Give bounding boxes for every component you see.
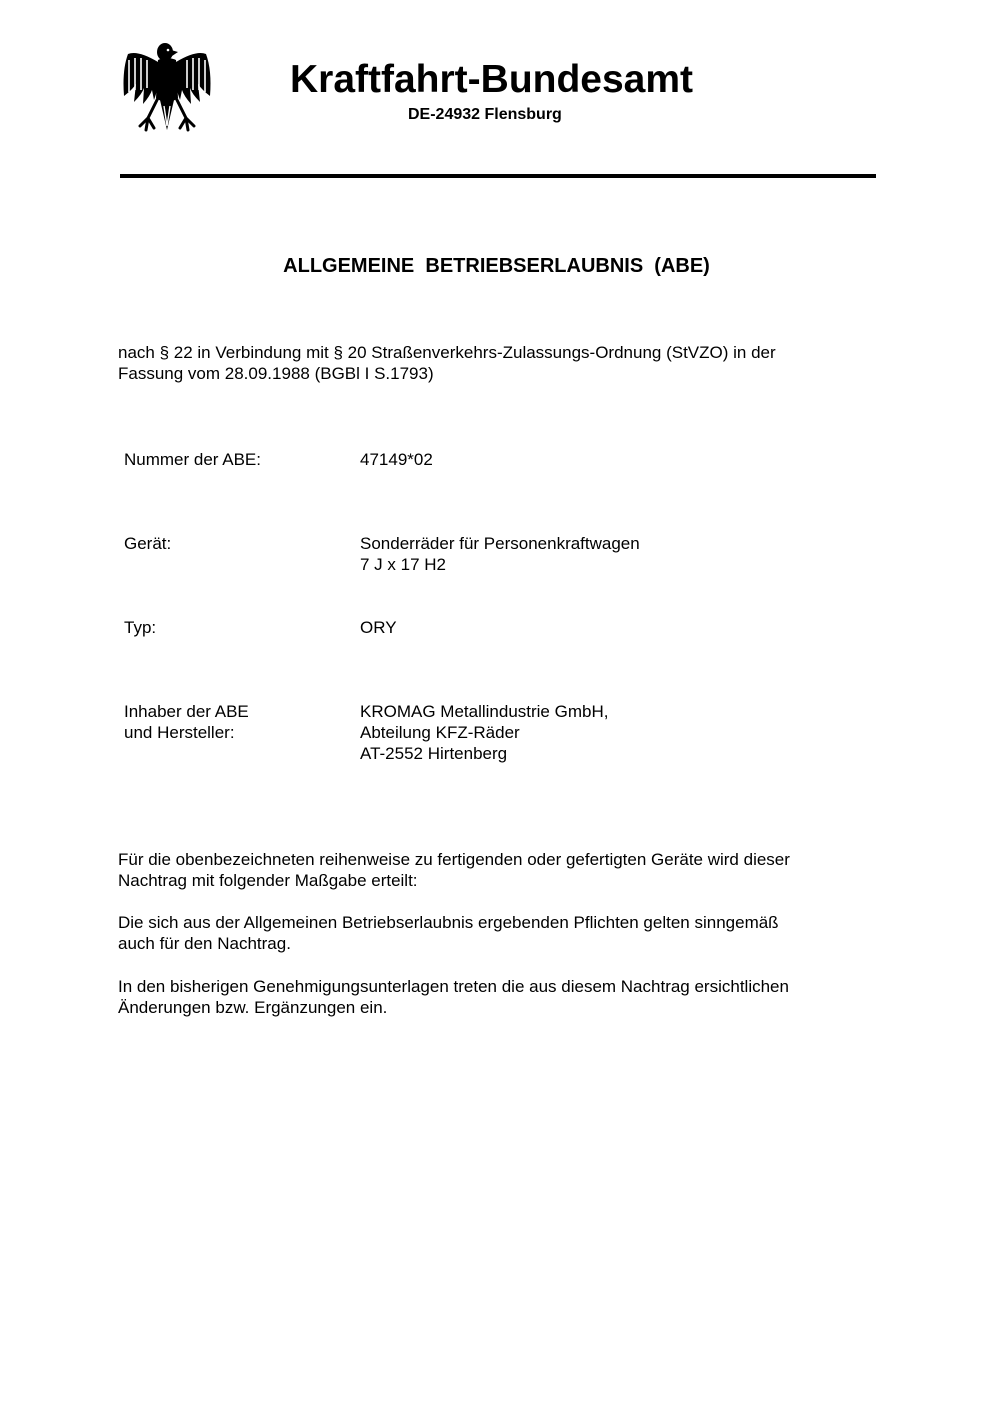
abe-number-value: 47149*02 [360, 450, 433, 469]
body-paragraph-1-line-2: Nachtrag mit folgender Maßgabe erteilt: [118, 871, 418, 890]
type-label: Typ: [124, 618, 157, 637]
legal-basis-line-1: nach § 22 in Verbindung mit § 20 Straßenverkehrs-Zulassungs-Ordnung (StVZO) in der [118, 343, 776, 362]
legal-basis-line-2: Fassung vom 28.09.1988 (BGBl I S.1793) [118, 364, 434, 383]
holder-label-line-2: und Hersteller: [124, 723, 235, 742]
holder-value [360, 701, 608, 764]
body-paragraph-1-line-1: Für die obenbezeichneten reihenweise zu fertigenden oder gefertigten Geräte wird dieser [118, 850, 790, 869]
body-paragraph-3-line-2: Änderungen bzw. Ergänzungen ein. [118, 998, 388, 1017]
body-paragraph-3 [118, 976, 858, 1018]
document-title: ALLGEMEINE BETRIEBSERLAUBNIS (ABE) [283, 255, 710, 277]
holder-value-line-3: AT-2552 Hirtenberg [360, 744, 508, 763]
body-paragraph-1 [118, 849, 858, 891]
authority-address: DE-24932 Flensburg [408, 106, 562, 123]
authority-name: Kraftfahrt-Bundesamt [290, 58, 694, 101]
device-value-line-1: Sonderräder für Personenkraftwagen [360, 534, 640, 553]
holder-value-line-1: KROMAG Metallindustrie GmbH, [360, 702, 609, 721]
legal-basis-paragraph [118, 342, 858, 384]
header-divider [120, 174, 876, 178]
body-paragraph-3-line-1: In den bisherigen Genehmigungsunterlagen treten die aus diesem Nachtrag ersichtlichen [118, 977, 789, 996]
body-paragraph-2-line-2: auch für den Nachtrag. [118, 934, 291, 953]
holder-label [124, 701, 249, 743]
holder-value-line-2: Abteilung KFZ-Räder [360, 723, 520, 742]
type-value: ORY [360, 618, 397, 637]
abe-number-label: Nummer der ABE: [124, 450, 261, 469]
federal-eagle-emblem [118, 40, 216, 140]
device-value-line-2: 7 J x 17 H2 [360, 555, 446, 574]
holder-label-line-1: Inhaber der ABE [124, 702, 249, 721]
body-paragraph-2-line-1: Die sich aus der Allgemeinen Betriebserlaubnis ergebenden Pflichten gelten sinngemäß [118, 913, 779, 932]
body-paragraph-2 [118, 912, 858, 954]
device-value [360, 533, 640, 575]
device-label: Gerät: [124, 534, 172, 553]
